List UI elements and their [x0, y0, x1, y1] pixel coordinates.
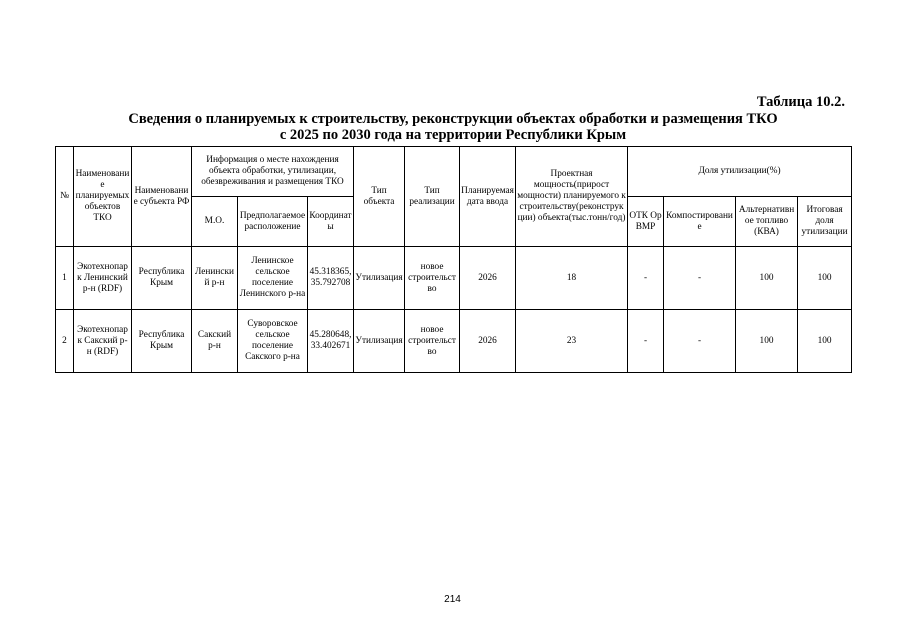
cell-alt-fuel: 100	[736, 310, 798, 373]
header-mo: М.О.	[192, 197, 238, 247]
cell-name: Экотехнопарк Сакский р-н (RDF)	[74, 310, 132, 373]
cell-num: 2	[56, 310, 74, 373]
table-title-line1: Сведения о планируемых к строительству, реконструкции объектах обработки и размещения ТКО	[128, 111, 778, 127]
cell-capacity: 18	[516, 247, 628, 310]
header-coordinates: Координаты	[308, 197, 354, 247]
cell-planned-date: 2026	[460, 247, 516, 310]
cell-composting: -	[664, 247, 736, 310]
cell-realization-type: новое строительство	[405, 247, 460, 310]
table-number: Таблица 10.2.	[756, 94, 845, 110]
cell-otk: -	[628, 310, 664, 373]
table-row	[56, 310, 852, 373]
header-otk: ОТК Ор ВМР	[628, 197, 664, 247]
table-title-line2: с 2025 по 2030 года на территории Республики Крым	[279, 127, 627, 143]
header-num: №	[56, 147, 74, 247]
cell-total-share: 100	[798, 310, 852, 373]
header-capacity: Проектная мощность(прирост мощности) планируемого к строительству(реконструкции) объекта(тыс.тонн/год)	[516, 147, 628, 247]
cell-mo: Сакский р-н	[192, 310, 238, 373]
cell-location: Суворовское сельское поселение Сакского р-на	[238, 310, 308, 373]
cell-object-type: Утилизация	[354, 247, 405, 310]
cell-otk: -	[628, 247, 664, 310]
cell-num: 1	[56, 247, 74, 310]
cell-coordinates: 45.318365, 35.792708	[308, 247, 354, 310]
header-total-share: Итоговая доля утилизации	[798, 197, 852, 247]
cell-location: Ленинское сельское поселение Ленинского р-на	[238, 247, 308, 310]
header-alt-fuel: Альтернативное топливо (КВА)	[736, 197, 798, 247]
header-name: Наименование планируемых объектов ТКО	[74, 147, 132, 247]
header-utilization-share: Доля утилизации(%)	[628, 147, 852, 197]
cell-subject: Республика Крым	[132, 247, 192, 310]
cell-total-share: 100	[798, 247, 852, 310]
header-expected-location: Предполагаемое расположение	[238, 197, 308, 247]
header-subject: Наименование субъекта РФ	[132, 147, 192, 247]
header-planned-date: Планируемая дата ввода	[460, 147, 516, 247]
cell-alt-fuel: 100	[736, 247, 798, 310]
cell-object-type: Утилизация	[354, 310, 405, 373]
cell-capacity: 23	[516, 310, 628, 373]
cell-realization-type: новое строительство	[405, 310, 460, 373]
cell-planned-date: 2026	[460, 310, 516, 373]
header-composting: Компостирование	[664, 197, 736, 247]
header-object-type: Тип объекта	[354, 147, 405, 247]
cell-name: Экотехнопарк Ленинский р-н (RDF)	[74, 247, 132, 310]
page-number: 214	[444, 594, 461, 605]
cell-coordinates: 45.280648, 33.402671	[308, 310, 354, 373]
cell-mo: Ленинский р-н	[192, 247, 238, 310]
cell-subject: Республика Крым	[132, 310, 192, 373]
header-realization-type: Тип реализации	[405, 147, 460, 247]
table-row	[56, 247, 852, 310]
cell-composting: -	[664, 310, 736, 373]
header-location-info: Информация о месте нахождения объекта обработки, утилизации, обезвреживания и размещения ТКО	[192, 147, 354, 197]
facilities-table	[55, 146, 852, 373]
